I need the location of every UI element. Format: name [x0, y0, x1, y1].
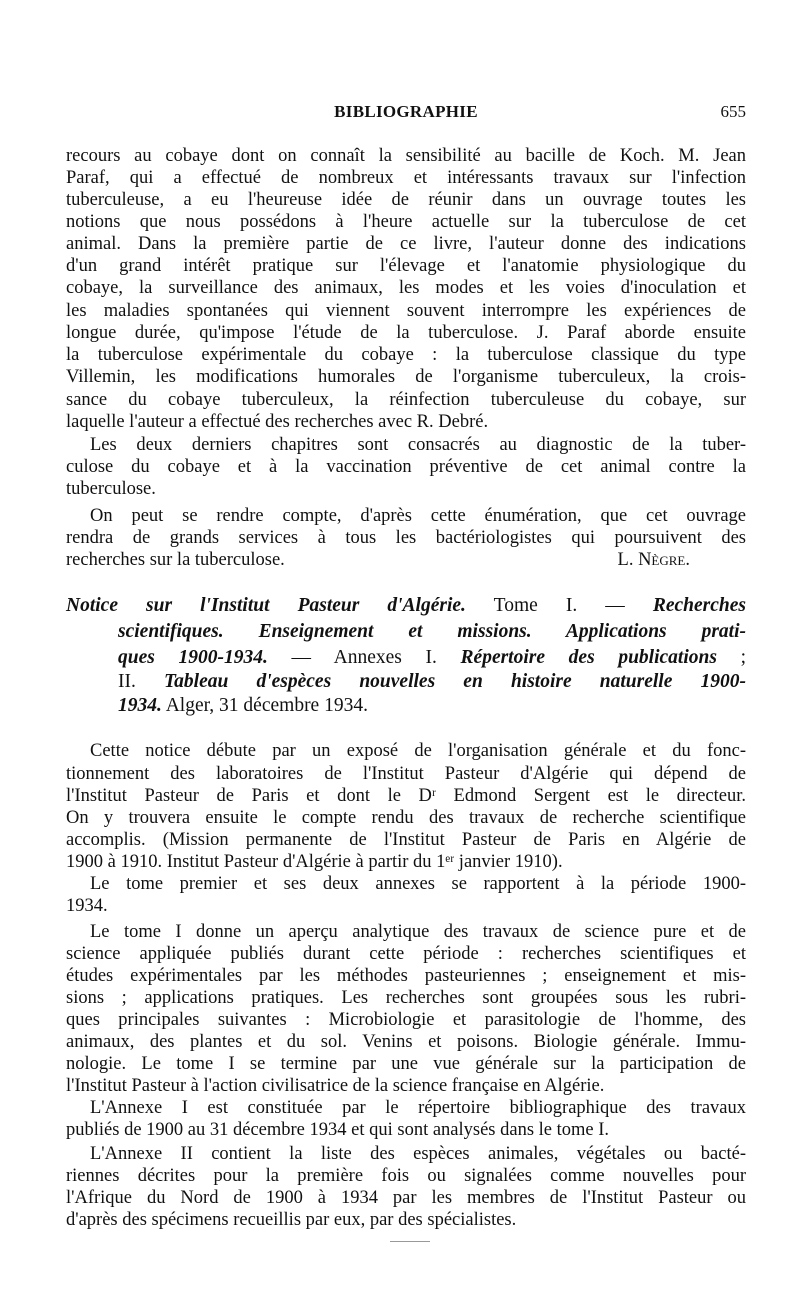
- review-signature: L. Nègre.: [617, 550, 690, 570]
- text-line: les maladies spontanées qui viennent souvent interrompre les expériences de: [66, 301, 746, 321]
- title-line: 1934. Alger, 31 décembre 1934.: [118, 695, 368, 716]
- text-line: d'un grand intérêt pratique sur l'élevage et l'anatomie physiologique du: [66, 256, 746, 276]
- text-line: L'Annexe II contient la liste des espèces animales, végétales ou bacté-: [90, 1144, 746, 1164]
- text-line: tionnement des laboratoires de l'Institut Pasteur d'Algérie qui dépend de: [66, 764, 746, 784]
- text-line: tuberculeuse, a eu l'heureuse idée de réunir dans un ouvrage toutes les: [66, 190, 746, 210]
- text-line: cobaye, la surveillance des animaux, les modes et les voies d'inoculation et: [66, 278, 746, 298]
- text-line: 1900 à 1910. Institut Pasteur d'Algérie à partir du 1ᵉʳ janvier 1910).: [66, 852, 563, 872]
- text-line: Les deux derniers chapitres sont consacrés au diagnostic de la tuber-: [90, 435, 746, 455]
- text-line: animal. Dans la première partie de ce livre, l'auteur donne des indications: [66, 234, 746, 254]
- page-number: 655: [720, 102, 746, 121]
- text-line: études expérimentales par les méthodes pasteuriennes ; enseignement et mis-: [66, 966, 746, 986]
- page-divider: [390, 1241, 430, 1242]
- header-title: BIBLIOGRAPHIE: [334, 102, 478, 121]
- text-line: Le tome premier et ses deux annexes se rapportent à la période 1900-: [90, 874, 746, 894]
- text-line: publiés de 1900 au 31 décembre 1934 et qui sont analysés dans le tome I.: [66, 1120, 610, 1140]
- text-line: culose du cobaye et à la vaccination préventive de cet animal contre la: [66, 457, 746, 477]
- text-line: longue durée, qu'impose l'étude de la tuberculose. J. Paraf aborde ensuite: [66, 323, 746, 343]
- text-line: On y trouvera ensuite le compte rendu des travaux de recherche scientifique: [66, 808, 746, 828]
- text-line: l'Institut Pasteur de Paris et dont le Dʳ Edmond Sergent est le directeur.: [66, 786, 746, 806]
- text-line: l'Institut Pasteur à l'action civilisatrice de la science française en Algérie.: [66, 1076, 605, 1096]
- text-line: tuberculose.: [66, 479, 156, 499]
- text-line: [66, 549, 746, 571]
- text-line: la tuberculose expérimentale du cobaye : la tuberculose classique du type: [66, 345, 746, 365]
- text-line: Villemin, les modifications humorales de l'organisme tuberculeux, la crois-: [66, 367, 746, 387]
- text-line: riennes décrites pour la première fois ou signalées comme nouvelles pour: [66, 1166, 746, 1186]
- closing-line: recherches sur la tuberculose.: [66, 550, 285, 570]
- text-line: Cette notice débute par un exposé de l'organisation générale et du fonc-: [90, 741, 746, 761]
- text-line: animaux, des plantes et du sol. Venins et poisons. Biologie générale. Immu-: [66, 1032, 746, 1052]
- text-line: recours au cobaye dont on connaît la sensibilité au bacille de Koch. M. Jean: [66, 146, 746, 166]
- running-header: [66, 102, 746, 128]
- text-line: nologie. Le tome I se termine par une vue générale sur la participation de: [66, 1054, 746, 1074]
- text-line: accomplis. (Mission permanente de l'Institut Pasteur de Paris en Algérie de: [66, 830, 746, 850]
- text-line: sance du cobaye tuberculeux, la réinfection tuberculeuse du cobaye, sur: [66, 390, 746, 410]
- text-line: On peut se rendre compte, d'après cette énumération, que cet ouvrage: [90, 506, 746, 526]
- text-line: laquelle l'auteur a effectué des recherches avec R. Debré.: [66, 412, 489, 432]
- text-line: rendra de grands services à tous les bactériologistes qui poursuivent des: [66, 528, 746, 548]
- text-line: l'Afrique du Nord de 1900 à 1934 par les membres de l'Institut Pasteur ou: [66, 1188, 746, 1208]
- text-line: sions ; applications pratiques. Les recherches sont groupées sous les rubri-: [66, 988, 746, 1008]
- title-line: II. Tableau d'espèces nouvelles en histoire naturelle 1900-: [118, 671, 747, 692]
- title-line: ques 1900-1934. — Annexes I. Répertoire des publications ;: [118, 647, 747, 668]
- text-line: science appliquée publiés durant cette période : recherches scientifiques et: [66, 944, 746, 964]
- title-line: Notice sur l'Institut Pasteur d'Algérie. Tome I. — Recherches: [66, 595, 747, 616]
- text-line: ques principales suivantes : Microbiologie et parasitologie de l'homme, des: [66, 1010, 746, 1030]
- text-line: d'après des spécimens recueillis par eux, par des spécialistes.: [66, 1210, 517, 1230]
- text-line: notions que nous possédons à l'heure actuelle sur la tuberculose de cet: [66, 212, 746, 232]
- text-line: Le tome I donne un aperçu analytique des travaux de science pure et de: [90, 922, 746, 942]
- text-line: Paraf, qui a effectué de nombreux et intéressants travaux sur l'infection: [66, 168, 746, 188]
- text-line: L'Annexe I est constituée par le répertoire bibliographique des travaux: [90, 1098, 746, 1118]
- title-line: scientifiques. Enseignement et missions. Applications prati-: [118, 621, 746, 642]
- text-line: 1934.: [66, 896, 108, 916]
